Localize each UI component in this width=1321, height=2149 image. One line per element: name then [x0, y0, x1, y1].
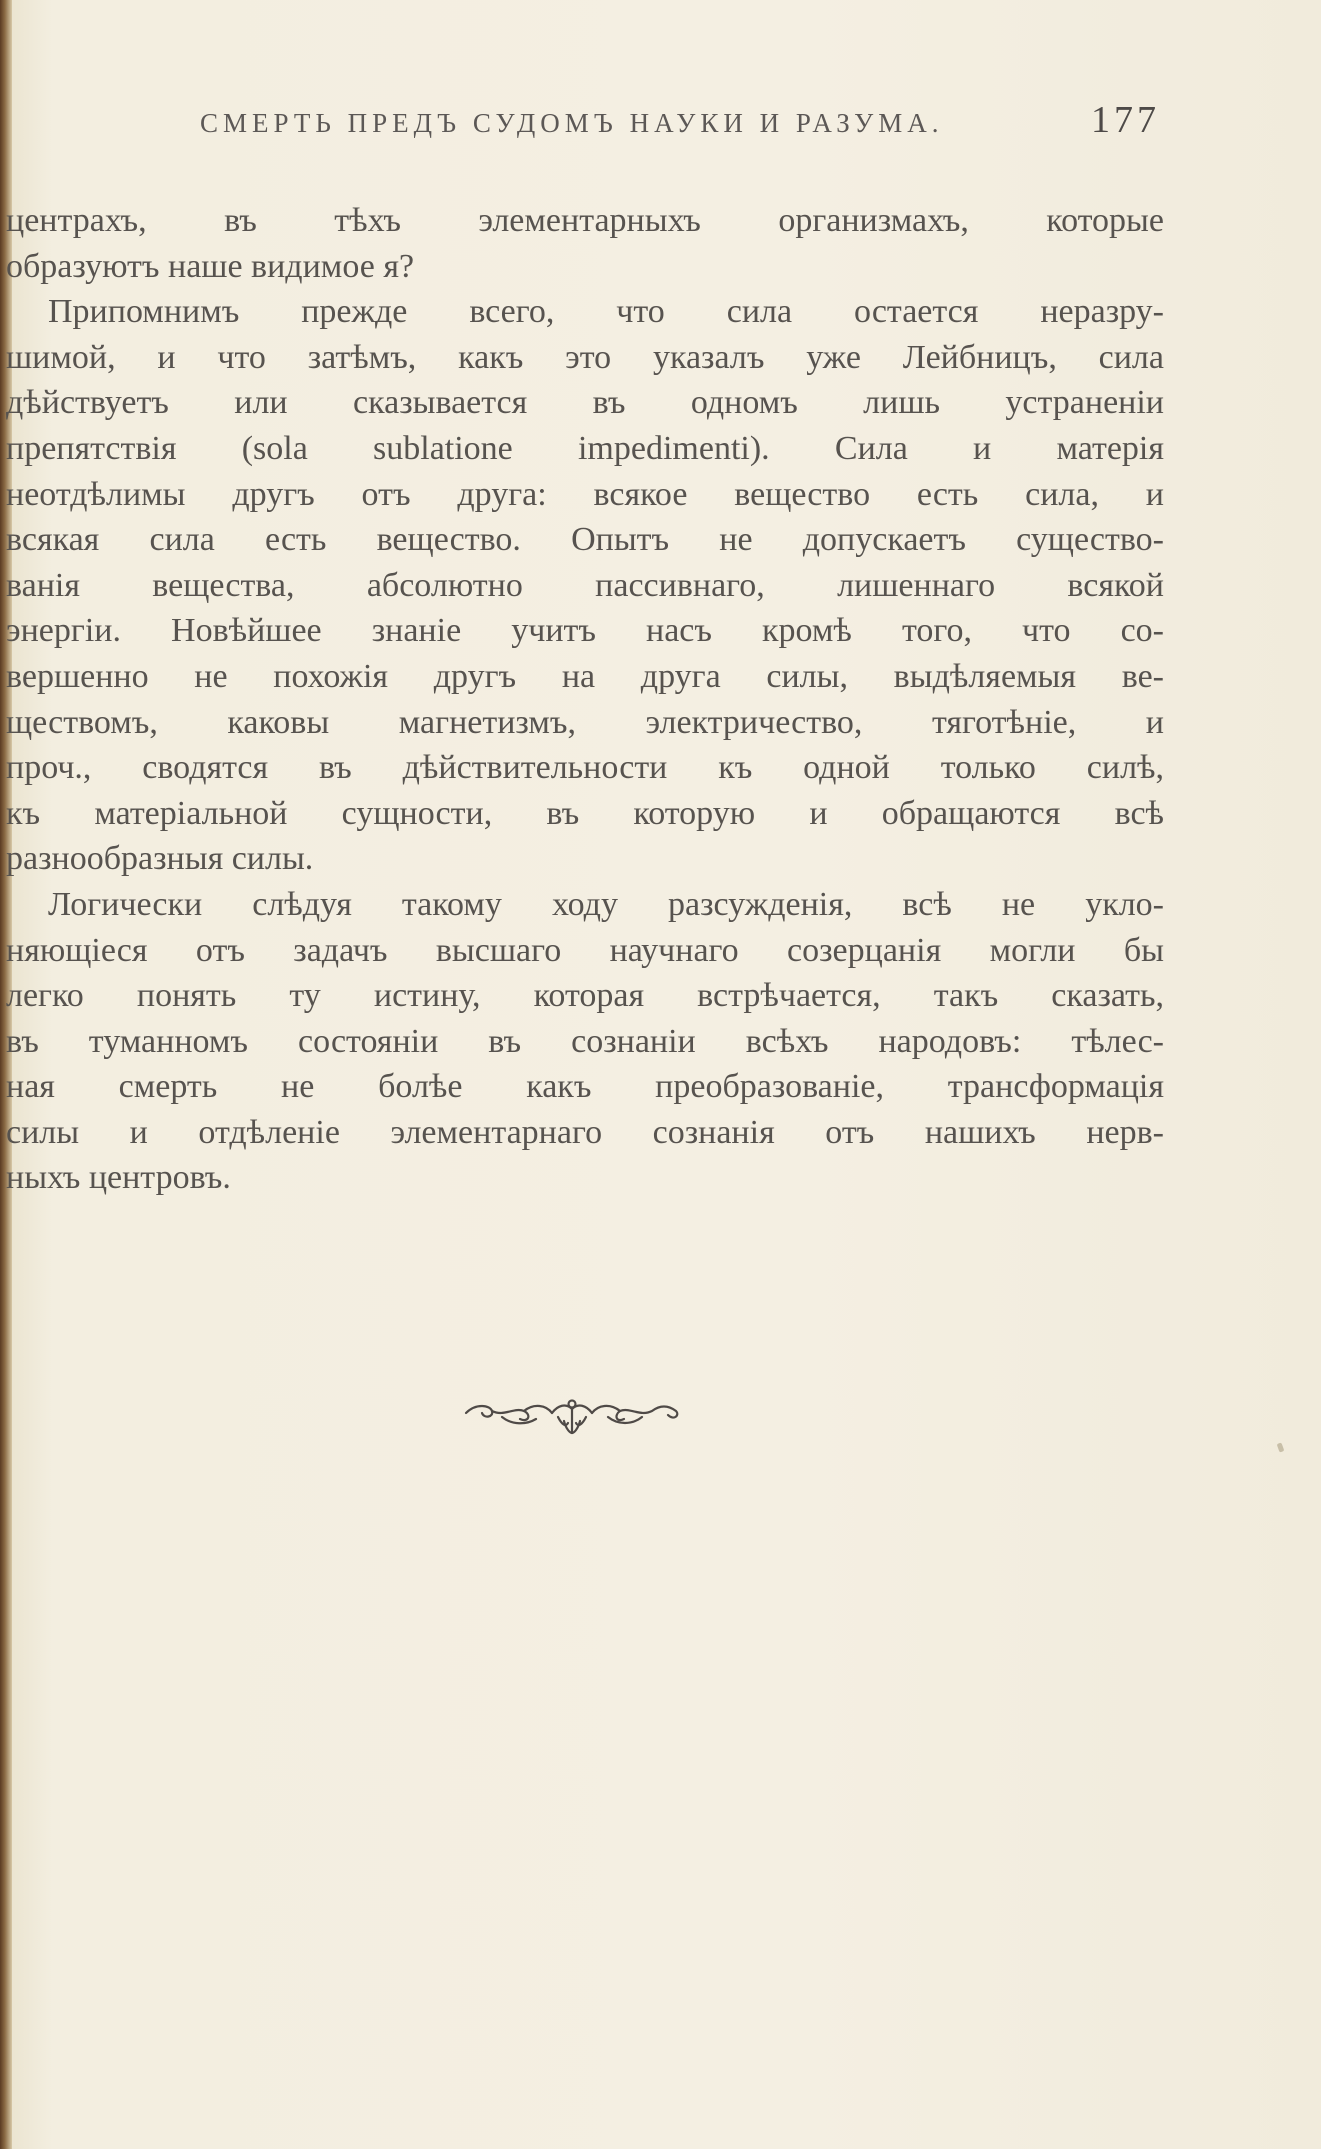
text-line: Припомнимъ прежде всего, что сила остается неразру-	[48, 293, 1164, 331]
text-line: образуютъ наше видимое я?	[6, 247, 415, 285]
text-line: вершенно не похожія другъ на друга силы, выдѣляемыя ве-	[6, 657, 1164, 695]
text-line: силы и отдѣленіе элементарнаго сознанія отъ нашихъ нерв-	[6, 1113, 1164, 1151]
text-line: всякая сила есть вещество. Опытъ не допускаетъ существо-	[6, 521, 1164, 559]
text-line: въ туманномъ состояніи въ сознаніи всѣхъ народовъ: тѣлес-	[6, 1022, 1164, 1060]
text-line: шимой, и что затѣмъ, какъ это указалъ уже Лейбницъ, сила	[6, 338, 1164, 376]
text-line: Логически слѣдуя такому ходу разсужденія, всѣ не укло-	[48, 885, 1164, 923]
text-line: энергіи. Новѣйшее знаніе учитъ насъ кромѣ того, что со-	[6, 612, 1164, 650]
text-line: дѣйствуетъ или сказывается въ одномъ лишь устраненіи	[6, 384, 1164, 422]
page-number: 177	[1091, 99, 1160, 141]
body-text	[6, 198, 1164, 1201]
text-line: ныхъ центровъ.	[6, 1159, 231, 1197]
text-line: неотдѣлимы другъ отъ друга: всякое вещество есть сила, и	[6, 475, 1164, 513]
text-line: ная смерть не болѣе какъ преобразованіе, трансформація	[6, 1068, 1164, 1106]
text-line: центрахъ, въ тѣхъ элементарныхъ организмахъ, которые	[6, 202, 1164, 239]
text-line: разнообразныя силы.	[6, 840, 314, 878]
paper-speck	[1277, 1442, 1285, 1452]
tailpiece-ornament-icon	[462, 1393, 682, 1439]
text-line: проч., сводятся въ дѣйствительности къ одной только силѣ,	[6, 749, 1164, 787]
text-line: легко понять ту истину, которая встрѣчается, такъ сказать,	[6, 977, 1164, 1015]
running-title: СМЕРТЬ ПРЕДЪ СУДОМЪ НАУКИ И РАЗУМА.	[200, 108, 944, 138]
text-line: препятствія (sola sublatione impedimenti). Сила и матерія	[6, 429, 1164, 467]
text-line: ванія вещества, абсолютно пассивнаго, лишеннаго всякой	[6, 566, 1164, 604]
text-line: ществомъ, каковы магнетизмъ, электричество, тяготѣніе, и	[6, 703, 1164, 741]
text-line: няющіеся отъ задачъ высшаго научнаго созерцанія могли бы	[6, 931, 1164, 969]
text-line: къ матеріальной сущности, въ которую и обращаются всѣ	[6, 794, 1164, 832]
running-header	[200, 98, 1160, 142]
